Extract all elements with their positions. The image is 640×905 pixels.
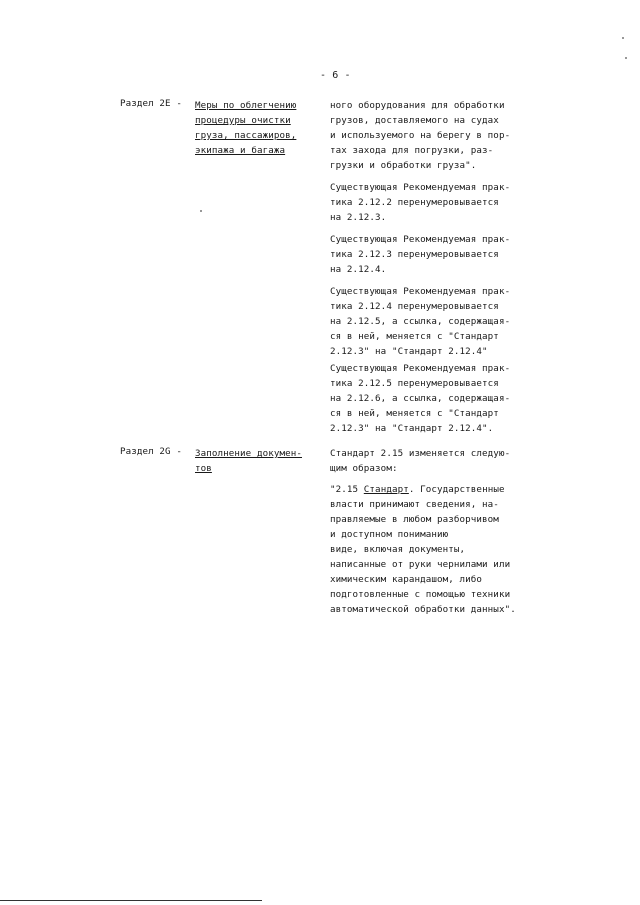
- text-line: ного оборудования для обработки: [330, 100, 505, 111]
- paragraph-standard-2-15-intro: [330, 446, 540, 476]
- section-title-line: груза, пассажиров,: [195, 130, 297, 141]
- text-line: подготовленные с помощью техники: [330, 589, 511, 600]
- text-line: тика 2.12.2 перенумеровывается: [330, 197, 499, 208]
- text-line: химическим карандашом, либо: [330, 574, 483, 585]
- paragraph-renumber-2-12-5: [330, 361, 540, 436]
- text-line: власти принимают сведения, на-: [330, 499, 499, 510]
- standard-term: Стандарт: [363, 484, 409, 495]
- text-line: и доступном пониманию: [330, 529, 449, 540]
- text-line: на 2.12.3.: [330, 212, 387, 223]
- paragraph-equipment: [330, 98, 540, 173]
- section-title-2e: [195, 98, 315, 158]
- text-line: тика 2.12.4 перенумеровывается: [330, 301, 499, 312]
- text-line: щим образом:: [330, 463, 398, 474]
- scan-speck: [622, 37, 624, 39]
- quote-open: "2.15: [330, 484, 364, 495]
- text-line: и используемого на берегу в пор-: [330, 130, 511, 141]
- text-line: ся в ней, меняется с "Стандарт: [330, 331, 499, 342]
- first-line-rest: . Государственные: [408, 484, 505, 495]
- text-line: на 2.12.4.: [330, 264, 387, 275]
- text-line: тах захода для погрузки, раз-: [330, 145, 494, 156]
- section-label-2g: Раздел 2G -: [120, 446, 182, 457]
- text-line: правляемые в любом разборчивом: [330, 514, 499, 525]
- footer-rule: [0, 900, 262, 901]
- section-title-2g: [195, 446, 315, 476]
- text-line: на 2.12.5, а ссылка, содержащая-: [330, 316, 511, 327]
- paragraph-standard-2-15-text: [330, 482, 540, 617]
- text-line: тика 2.12.5 перенумеровывается: [330, 378, 499, 389]
- text-line: 2.12.3" на "Стандарт 2.12.4": [330, 346, 488, 357]
- text-line: виде, включая документы,: [330, 544, 466, 555]
- text-line: тика 2.12.3 перенумеровывается: [330, 249, 499, 260]
- text-line: на 2.12.6, а ссылка, содержащая-: [330, 393, 511, 404]
- text-line: автоматической обработки данных".: [330, 604, 516, 615]
- section-label-2e: Раздел 2E -: [120, 98, 182, 109]
- paragraph-renumber-2-12-3: [330, 232, 540, 277]
- text-line: Существующая Рекомендуемая прак-: [330, 286, 511, 297]
- section-title-line: процедуры очистки: [195, 115, 291, 126]
- text-line: Стандарт 2.15 изменяется следую-: [330, 448, 511, 459]
- section-title-line: экипажа и багажа: [195, 145, 286, 156]
- scan-speck: [625, 57, 627, 59]
- paragraph-renumber-2-12-2: [330, 180, 540, 225]
- text-line: ся в ней, меняется с "Стандарт: [330, 408, 499, 419]
- section-title-line: Меры по облегчению: [195, 100, 297, 111]
- section-title-line: тов: [195, 463, 212, 474]
- page-number: - 6 -: [320, 70, 351, 81]
- text-line: [330, 482, 540, 497]
- text-line: грузов, доставляемого на судах: [330, 115, 499, 126]
- text-line: Существующая Рекомендуемая прак-: [330, 234, 511, 245]
- section-title-line: Заполнение докумен-: [195, 448, 302, 459]
- paragraph-renumber-2-12-4: [330, 284, 540, 359]
- text-line: Существующая Рекомендуемая прак-: [330, 363, 511, 374]
- text-line: 2.12.3" на "Стандарт 2.12.4".: [330, 423, 494, 434]
- text-line: написанные от руки чернилами или: [330, 559, 511, 570]
- text-line: Существующая Рекомендуемая прак-: [330, 182, 511, 193]
- text-line: грузки и обработки груза".: [330, 160, 477, 171]
- scan-speck: [200, 210, 202, 212]
